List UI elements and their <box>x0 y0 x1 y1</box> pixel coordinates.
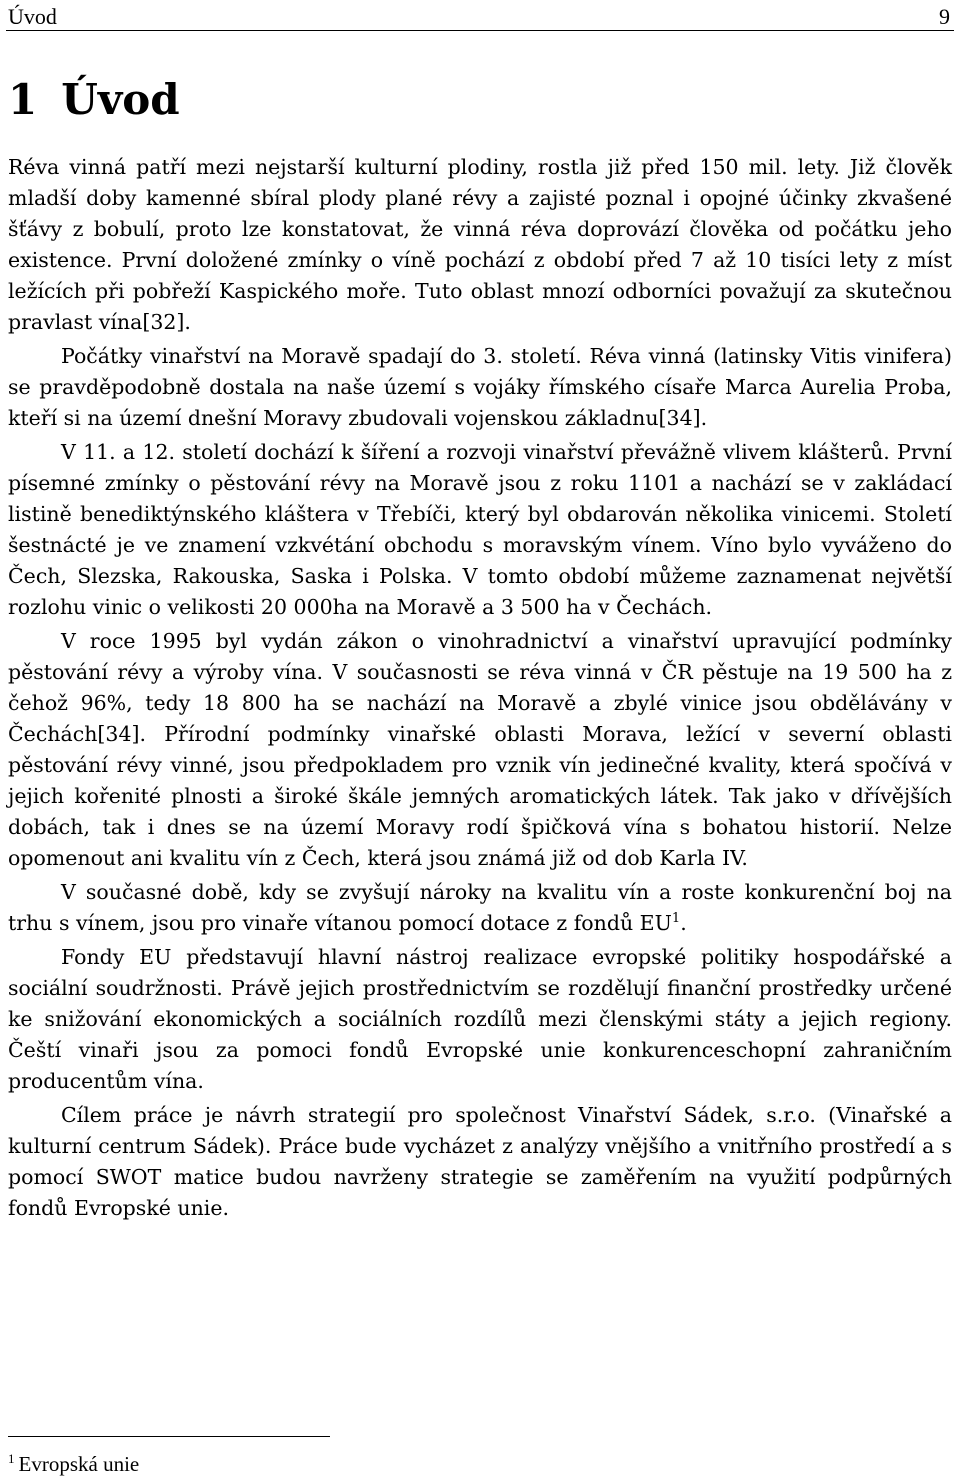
paragraph-eu-subsidies <box>8 877 952 939</box>
footnote-reference[interactable]: 1 <box>671 911 681 927</box>
chapter-heading <box>8 70 180 130</box>
header-section-title: Úvod <box>8 4 57 29</box>
page-number: 9 <box>939 4 950 29</box>
paragraph-eu-funds: Fondy EU představují hlavní nástroj realizace evropské politiky hospodářské a sociální soudržnosti. Právě jejich prostřednictvím se rozdělují finanční prostředky určené ke snižování ekonomických a sociálních rozdílů mezi členskými státy a jejich regiony. Čeští vinaři jsou za pomoci fondů Evropské unie konkurenceschopní zahraničním producentům vína. <box>8 945 952 1093</box>
body-text <box>8 152 952 1227</box>
footnote <box>8 1452 139 1476</box>
paragraph-moravia-beginnings: Počátky vinařství na Moravě spadají do 3. století. Réva vinná (latinsky Vitis vinifera) se pravděpodobně dostala na naše území s vojáky římského císaře Marca Aurelia Proba, kteří si na území dnešní Moravy zbudovali vojenskou základnu[34]. <box>8 344 952 430</box>
paragraph-eu-text: V současné době, kdy se zvyšují nároky na kvalitu vín a roste konkurenční boj na trhu s vínem, jsou pro vinaře vítanou pomocí dotace z fondů EU <box>8 880 952 935</box>
paragraph-monasteries: V 11. a 12. století dochází k šíření a rozvoji vinařství převážně vlivem klášterů. První písemné zmínky o pěstování révy na Moravě jsou z roku 1101 a nachází se v zakládací listině benediktýnského kláštera v Třebíči, který byl obdarován několika vinicemi. Století šestnácté je ve znamení vzkvétání obchodu s moravským vínem. Víno bylo vyváženo do Čech, Slezska, Rakouska, Saska i Polska. V tomto období můžeme zaznamenat největší rozlohu vinic o velikosti 20 000ha na Moravě a 3 500 ha v Čechách. <box>8 440 952 619</box>
paragraph-eu-end: . <box>680 911 687 935</box>
footnote-mark: 1 <box>8 1451 15 1466</box>
paragraph-thesis-goal: Cílem práce je návrh strategií pro společnost Vinařství Sádek, s.r.o. (Vinařské a kulturní centrum Sádek). Práce bude vycházet z analýzy vnějšího a vnitřního prostředí a s pomocí SWOT matice budou navrženy strategie se zaměřením na využití podpůrných fondů Evropské unie. <box>8 1103 952 1220</box>
paragraph-origins: Réva vinná patří mezi nejstarší kulturní plodiny, rostla již před 150 mil. lety. Již člověk mladší doby kamenné sbíral plody plané révy a zajisté poznal i opojné účinky zkvašené šťávy z bobulí, proto lze konstatovat, že vinná réva doprovází člověka od počátku jeho existence. První doložené zmínky o víně pochází z období před 7 až 10 tisíci lety z míst ležících při pobřeží Kaspického moře. Tuto oblast mnozí odborníci považují za skutečnou pravlast vína[32]. <box>8 155 952 334</box>
paragraph-present-day: V roce 1995 byl vydán zákon o vinohradnictví a vinařství upravující podmínky pěstování révy a výroby vína. V současnosti se réva vinná v ČR pěstuje na 19 500 ha z čehož 96%, tedy 18 800 ha se nachází na Moravě a zbylé vinice jsou obdělávány v Čechách[34]. Přírodní podmínky vinařské oblasti Morava, ležící v severní oblasti pěstování révy vinné, jsou předpokladem pro vznik vín jedinečné kvality, která spočívá v jejich kořenité plnosti a široké škále jemných aromatických látek. Tak jako v dřívějších dobách, tak i dnes se na území Moravy rodí špičková vína s bohatou historií. Nelze opomenout ani kvalitu vín z Čech, která jsou známá již od dob Karla IV. <box>8 629 952 870</box>
footnote-separator <box>8 1436 330 1437</box>
running-header <box>6 0 954 31</box>
chapter-title: Úvod <box>61 75 180 124</box>
chapter-number: 1 <box>8 75 38 124</box>
footnote-text: Evropská unie <box>18 1452 140 1476</box>
